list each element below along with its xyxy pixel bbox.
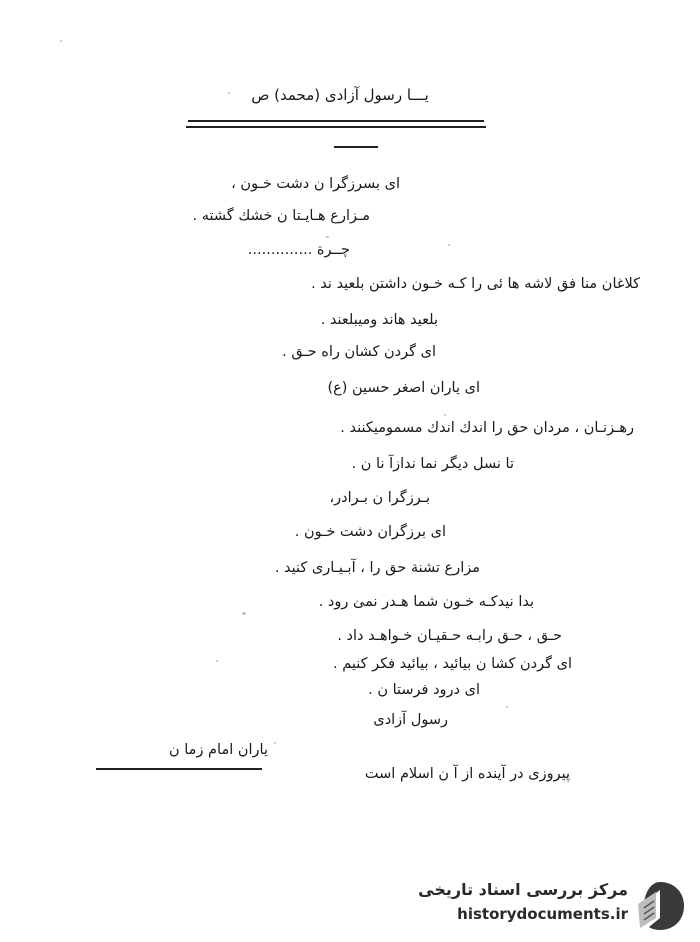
scan-speck bbox=[506, 706, 508, 708]
poem-line: تا نسل ديگر نما ندازآ نا ن . bbox=[351, 456, 514, 472]
poem-line: ای درود فرستا ن . bbox=[368, 682, 480, 698]
title-underline-double bbox=[186, 126, 486, 128]
poem-line: مـزارع هـایـتا ن خشك گشته . bbox=[192, 208, 370, 224]
watermark-text bbox=[418, 880, 628, 923]
motto: یاران امام زما ن bbox=[169, 742, 268, 758]
signature: رسول آزادی bbox=[373, 712, 448, 728]
poem-line: ای گردن کشا ن بیائید ، بیائید فکر کنیم . bbox=[332, 656, 572, 672]
poem-line: ای یاران اصغر حسين (ع) bbox=[327, 380, 480, 396]
scan-speck bbox=[60, 40, 62, 42]
scan-speck bbox=[216, 660, 218, 662]
document-title: یـــا رسول آزادی (محمد) ص bbox=[251, 86, 429, 104]
scan-speck bbox=[326, 236, 329, 238]
poem-line: کلاغان منا فق لاشه ها ئی را کـه خـون داشتن بلعید ند . bbox=[311, 276, 640, 292]
scan-speck bbox=[274, 742, 276, 744]
archive-watermark bbox=[408, 876, 692, 936]
poem-line: چــرة .............. bbox=[247, 242, 350, 258]
title-short-rule bbox=[334, 146, 378, 148]
poem-line: ای بسرزگرا ن دشت خـون ، bbox=[231, 176, 400, 192]
poem-line: ای برزگران دشت خـون . bbox=[294, 524, 446, 540]
title-underline bbox=[188, 120, 484, 122]
scan-speck bbox=[242, 612, 246, 615]
closing-line: پیروزی در آینده از آ ن اسلام است bbox=[364, 766, 570, 782]
poem-line: بـرزگرا ن بـرادر، bbox=[329, 490, 430, 506]
poem-line: ای گردن کشان راه حـق . bbox=[282, 344, 436, 360]
poem-line: مزارع تشنة حق را ، آبـيـاری کنيد . bbox=[274, 560, 480, 576]
poem-line: رهـزنـان ، مردان حق را اندك اندك مسموميكنند . bbox=[340, 420, 634, 436]
poem-line: بدا نيدکـه خـون شما هـدر نمی رود . bbox=[318, 594, 534, 610]
poem-line: بلعید هاند وميبلعند . bbox=[320, 312, 438, 328]
scan-speck bbox=[444, 414, 446, 416]
poem-line: حـق ، حـق رابـه حـقيـان خـواهـد داد . bbox=[337, 628, 562, 644]
book-logo-icon bbox=[634, 878, 686, 932]
motto-underline bbox=[96, 768, 262, 770]
archive-name: مرکز بررسی اسناد تاریخی bbox=[418, 880, 628, 899]
archive-url: historydocuments.ir bbox=[457, 905, 628, 923]
scan-speck bbox=[448, 244, 450, 246]
